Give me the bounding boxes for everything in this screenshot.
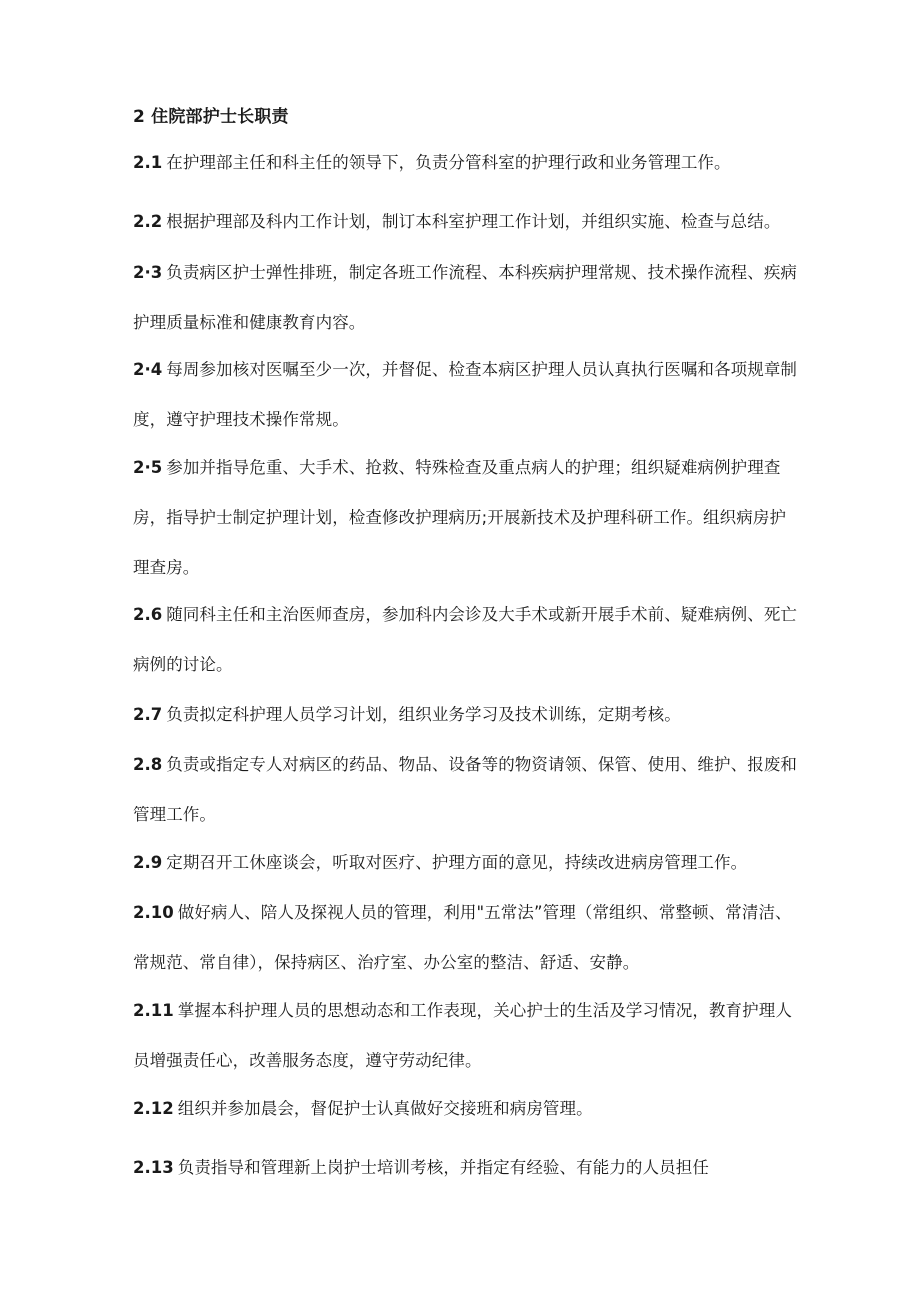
item-number: 2·4 <box>133 360 163 379</box>
duty-item-2-7 <box>133 690 798 740</box>
item-number: 2.9 <box>133 853 163 872</box>
item-text: 每周参加核对医嘱至少一次，并督促、检查本病区护理人员认真执行医嘱和各项规章制度，遵守护理技术操作常规。 <box>133 360 798 429</box>
item-number: 2.13 <box>133 1158 174 1177</box>
item-text: 负责指导和管理新上岗护士培训考核，并指定有经验、有能力的人员担任 <box>177 1158 709 1177</box>
duty-item-2-4 <box>133 345 798 445</box>
item-text: 随同科主任和主治医师查房，参加科内会诊及大手术或新开展手术前、疑难病例、死亡病例的讨论。 <box>133 605 798 674</box>
duty-item-2-11 <box>133 986 798 1086</box>
item-number: 2.8 <box>133 755 163 774</box>
item-text: 组织并参加晨会，督促护士认真做好交接班和病房管理。 <box>177 1099 593 1118</box>
duty-item-2-8 <box>133 740 798 840</box>
duty-item-2-2 <box>133 197 798 247</box>
item-text: 定期召开工休座谈会，听取对医疗、护理方面的意见，持续改进病房管理工作。 <box>166 853 748 872</box>
item-text: 掌握本科护理人员的思想动态和工作表现，关心护士的生活及学习情况，教育护理人员增强责任心，改善服务态度，遵守劳动纪律。 <box>133 1001 792 1070</box>
item-number: 2.2 <box>133 212 163 231</box>
item-text: 根据护理部及科内工作计划，制订本科室护理工作计划，并组织实施、检查与总结。 <box>166 212 781 231</box>
item-number: 2.12 <box>133 1099 174 1118</box>
item-text: 负责病区护士弹性排班，制定各班工作流程、本科疾病护理常规、技术操作流程、疾病护理质量标准和健康教育内容。 <box>133 263 798 332</box>
duty-item-2-5 <box>133 443 798 593</box>
item-text: 做好病人、陪人及探视人员的管理，利用"五常法”管理（常组织、常整顿、常清洁、常规范、常自律），保持病区、治疗室、办公室的整洁、舒适、安静。 <box>133 903 792 972</box>
item-text: 负责或指定专人对病区的药品、物品、设备等的物资请领、保管、使用、维护、报废和管理工作。 <box>133 755 798 824</box>
item-number: 2.7 <box>133 705 163 724</box>
duty-item-2-13 <box>133 1143 798 1193</box>
duty-item-2-3 <box>133 248 798 348</box>
item-text: 在护理部主任和科主任的领导下，负责分管科室的护理行政和业务管理工作。 <box>166 153 731 172</box>
item-number: 2.10 <box>133 903 174 922</box>
item-number: 2.1 <box>133 153 163 172</box>
duty-item-2-1 <box>133 138 798 188</box>
duty-item-2-10 <box>133 888 798 988</box>
item-text: 负责拟定科护理人员学习计划，组织业务学习及技术训练，定期考核。 <box>166 705 681 724</box>
item-number: 2.6 <box>133 605 163 624</box>
duty-item-2-6 <box>133 590 798 690</box>
item-number: 2.11 <box>133 1001 174 1020</box>
document-title: 2 住院部护士长职责 <box>133 107 289 127</box>
duty-item-2-12 <box>133 1084 798 1134</box>
item-number: 2·3 <box>133 263 163 282</box>
duty-item-2-9 <box>133 838 798 888</box>
item-number: 2·5 <box>133 458 163 477</box>
item-text: 参加并指导危重、大手术、抢救、特殊检查及重点病人的护理；组织疑难病例护理查房，指导护士制定护理计划，检查修改护理病历;开展新技术及护理科研工作。组织病房护理查房。 <box>133 458 787 577</box>
